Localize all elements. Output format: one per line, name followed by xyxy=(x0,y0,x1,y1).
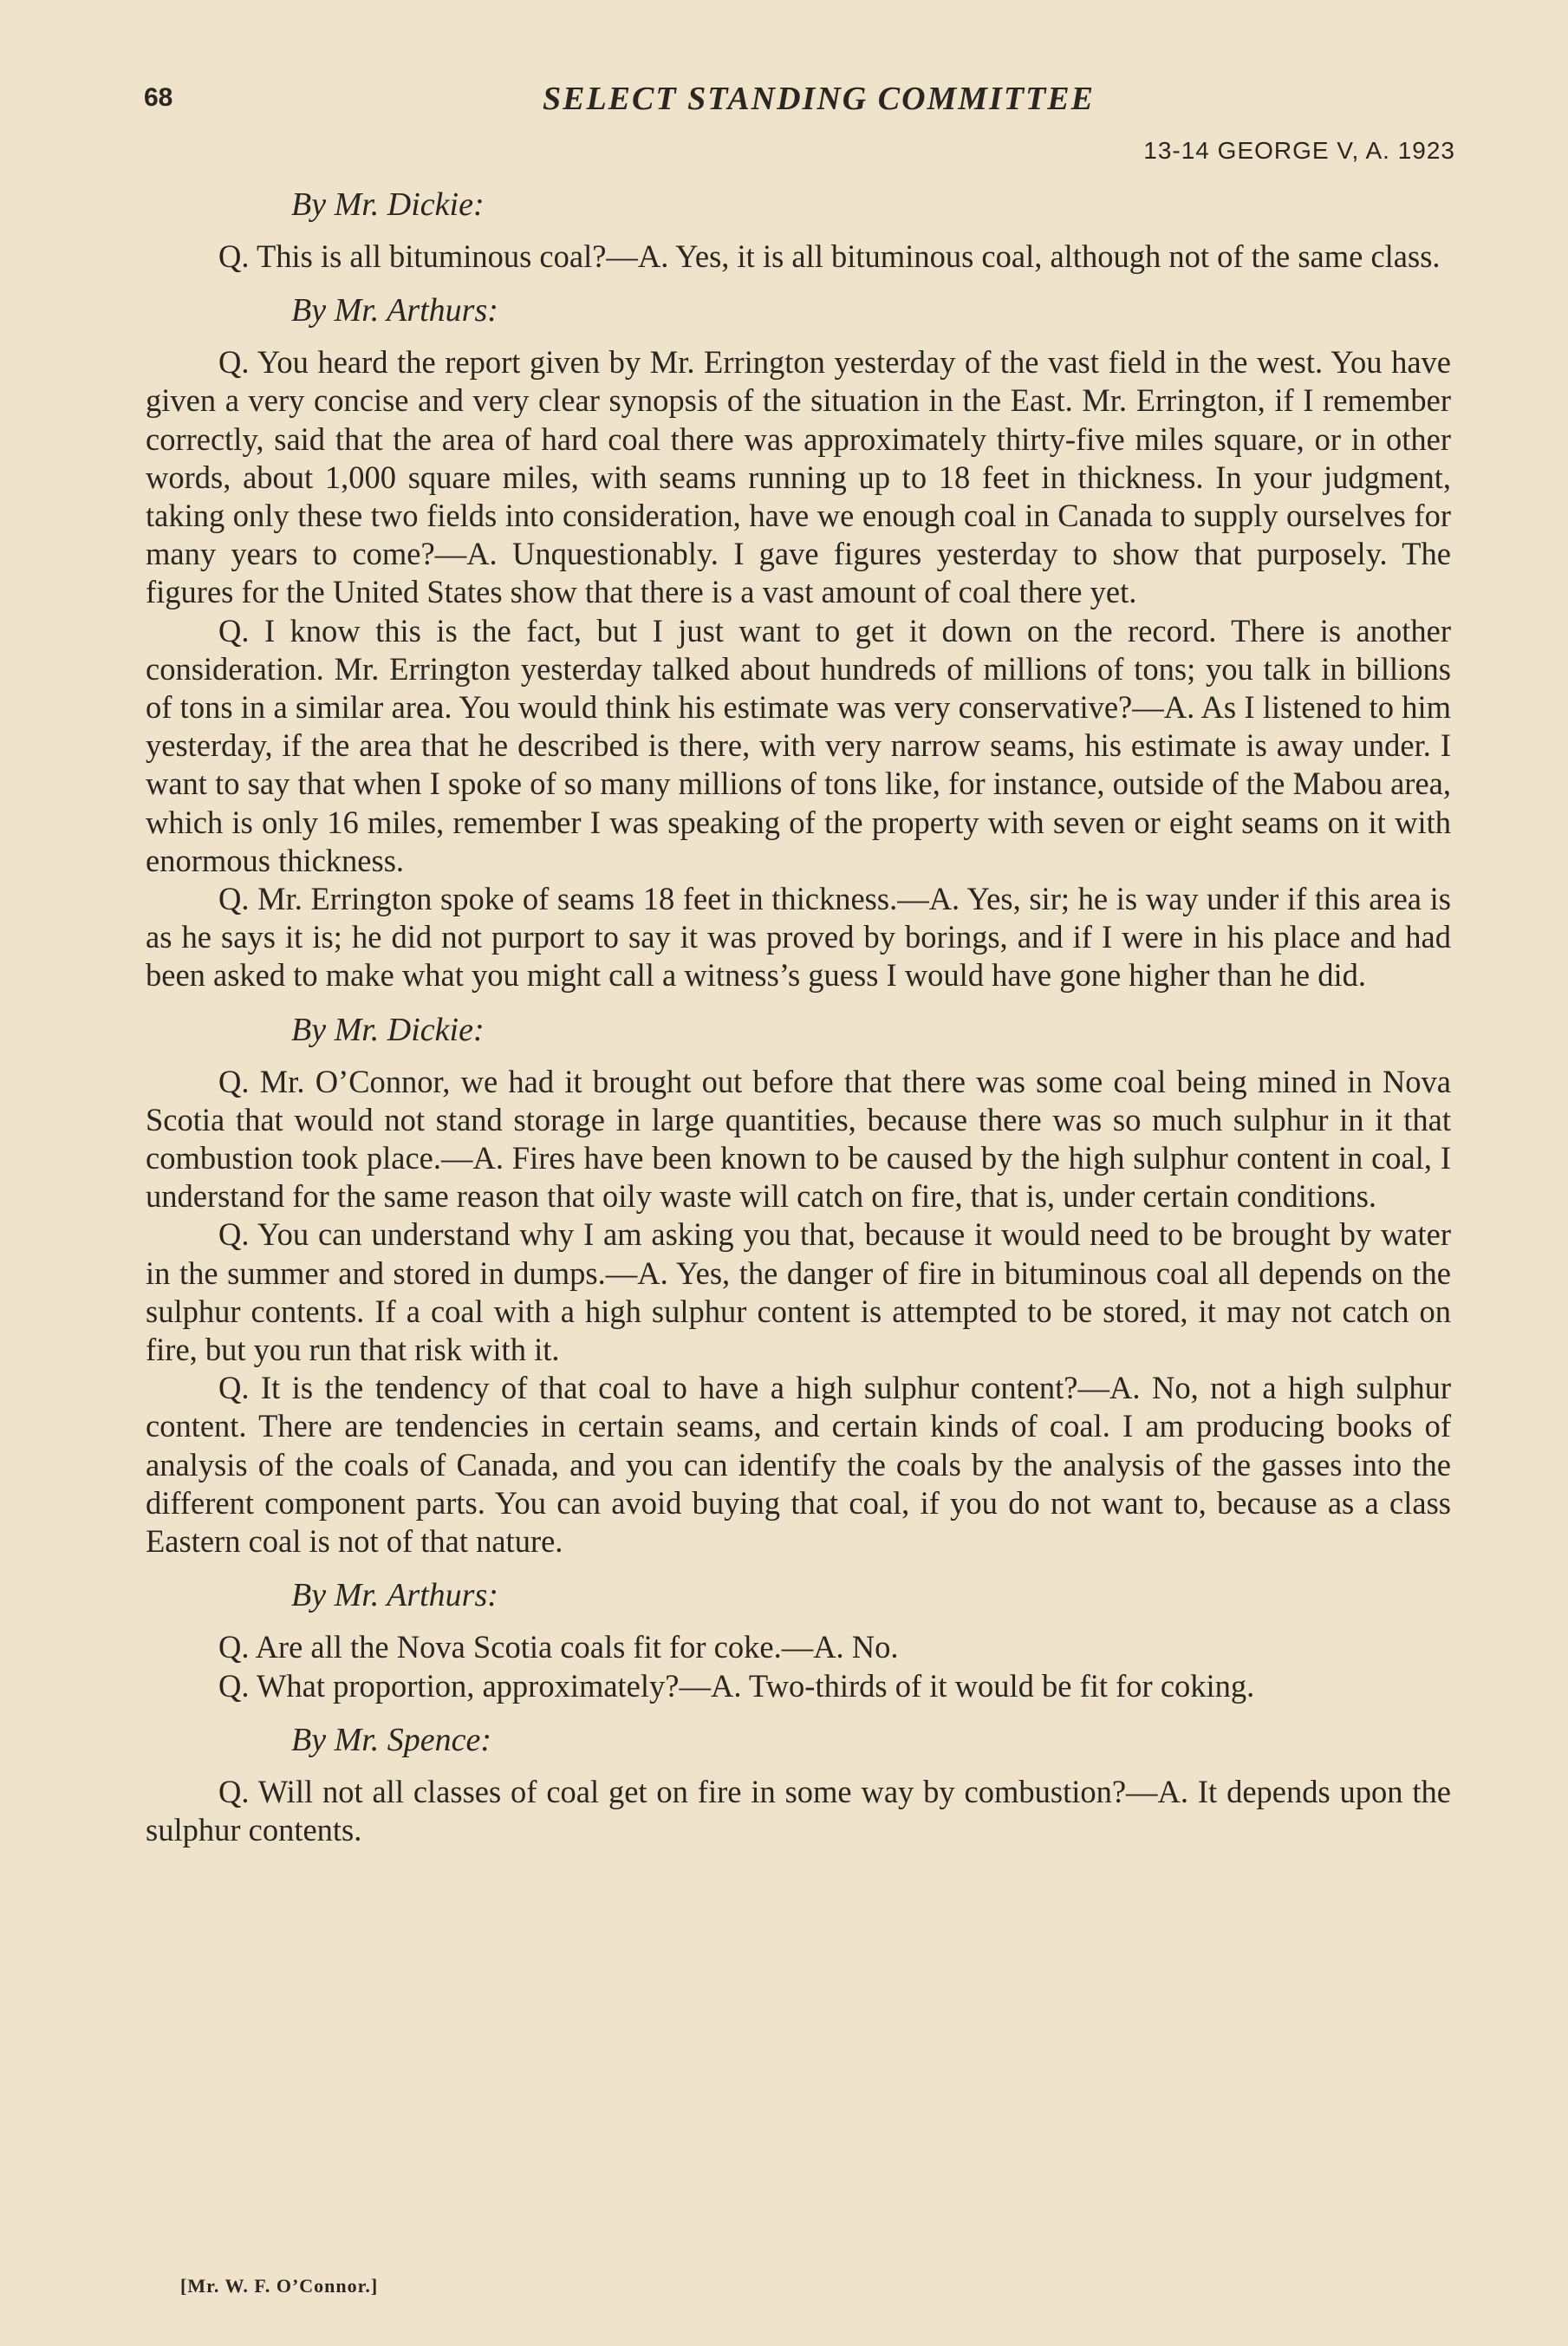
speaker-heading: By Mr. Dickie: xyxy=(291,1011,485,1048)
speaker-heading: By Mr. Arthurs: xyxy=(291,292,498,329)
testimony-paragraph: Q. Mr. O’Connor, we had it brought out before that there was some coal being mined in Nova Scotia that would not stand storage in large quantities, because there was so much sulphur in it that combustion took place.—A. Fires have been known to be caused by the high sulphur content in coal, I understand for the same reason that oily waste will catch on fire, that is, under certain conditions. xyxy=(146,1063,1451,1215)
testimony-paragraph: Q. Will not all classes of coal get on fire in some way by combustion?—A. It depends upon the sulphur contents. xyxy=(146,1773,1451,1847)
testimony-paragraph: Q. You heard the report given by Mr. Errington yesterday of the vast field in the west. You have given a very concise and very clear synopsis of the situation in the East. Mr. Errington, if I remember correctly, said that the area of hard coal there was approximately thirty-five miles square, or in other words, about 1,000 square miles, with seams running up to 18 feet in thickness. In your judgment, taking only these two fields into consideration, have we enough coal in Canada to supply ourselves for many years to come?—A. Unquestionably. I gave figures yesterday to show that purposely. The figures for the United States show that there is a vast amount of coal there yet. xyxy=(146,344,1451,610)
footer-attribution: [Mr. W. F. O’Connor.] xyxy=(180,2275,379,2297)
testimony-paragraph: Q. Mr. Errington spoke of seams 18 feet in thickness.—A. Yes, sir; he is way under if this area is as he says it is; he did not purport to say it was proved by borings, and if I were in his place and had been asked to make what you might call a witness’s guess I would have gone higher than he did. xyxy=(146,881,1451,994)
speaker-heading: By Mr. Spence: xyxy=(291,1721,492,1758)
speaker-heading: By Mr. Dickie: xyxy=(291,186,485,223)
testimony-paragraph: Q. What proportion, approximately?—A. Two-thirds of it would be fit for coking. xyxy=(218,1667,1255,1704)
testimony-paragraph: Q. I know this is the fact, but I just want to get it down on the record. There is another consideration. Mr. Errington yesterday talked about hundreds of millions of tons; you talk in billions of tons in a similar area. You would think his estimate was very conservative?—A. As I listened to him yesterday, if the area that he described is there, with very narrow seams, his estimate is away under. I want to say that when I spoke of so many millions of tons like, for instance, outside of the Mabou area, which is only 16 miles, remember I was speaking of the property with seven or eight seams on it with enormous thickness. xyxy=(146,612,1451,878)
session-line: 13-14 GEORGE V, A. 1923 xyxy=(1143,137,1455,164)
testimony-paragraph: Q. This is all bituminous coal?—A. Yes, it is all bituminous coal, although not of the same class. xyxy=(218,238,1441,274)
testimony-paragraph: Q. You can understand why I am asking you that, because it would need to be brought by water in the summer and stored in dumps.—A. Yes, the danger of fire in bituminous coal all depends on the sulphur contents. If a coal with a high sulphur content is attempted to be stored, it may not catch on fire, but you run that risk with it. xyxy=(146,1216,1451,1368)
testimony-paragraph: Q. It is the tendency of that coal to have a high sulphur content?—A. No, not a high sulphur content. There are tendencies in certain seams, and certain kinds of coal. I am producing books of analysis of the coals of Canada, and you can identify the coals by the analysis of the gasses into the different component parts. You can avoid buying that coal, if you do not want to, because as a class Eastern coal is not of that nature. xyxy=(146,1370,1451,1560)
running-head: SELECT STANDING COMMITTEE xyxy=(542,81,1095,117)
page-body xyxy=(146,186,1451,1849)
page-number: 68 xyxy=(144,83,173,112)
speaker-heading: By Mr. Arthurs: xyxy=(291,1577,498,1614)
testimony-paragraph: Q. Are all the Nova Scotia coals fit for coke.—A. No. xyxy=(218,1629,899,1665)
